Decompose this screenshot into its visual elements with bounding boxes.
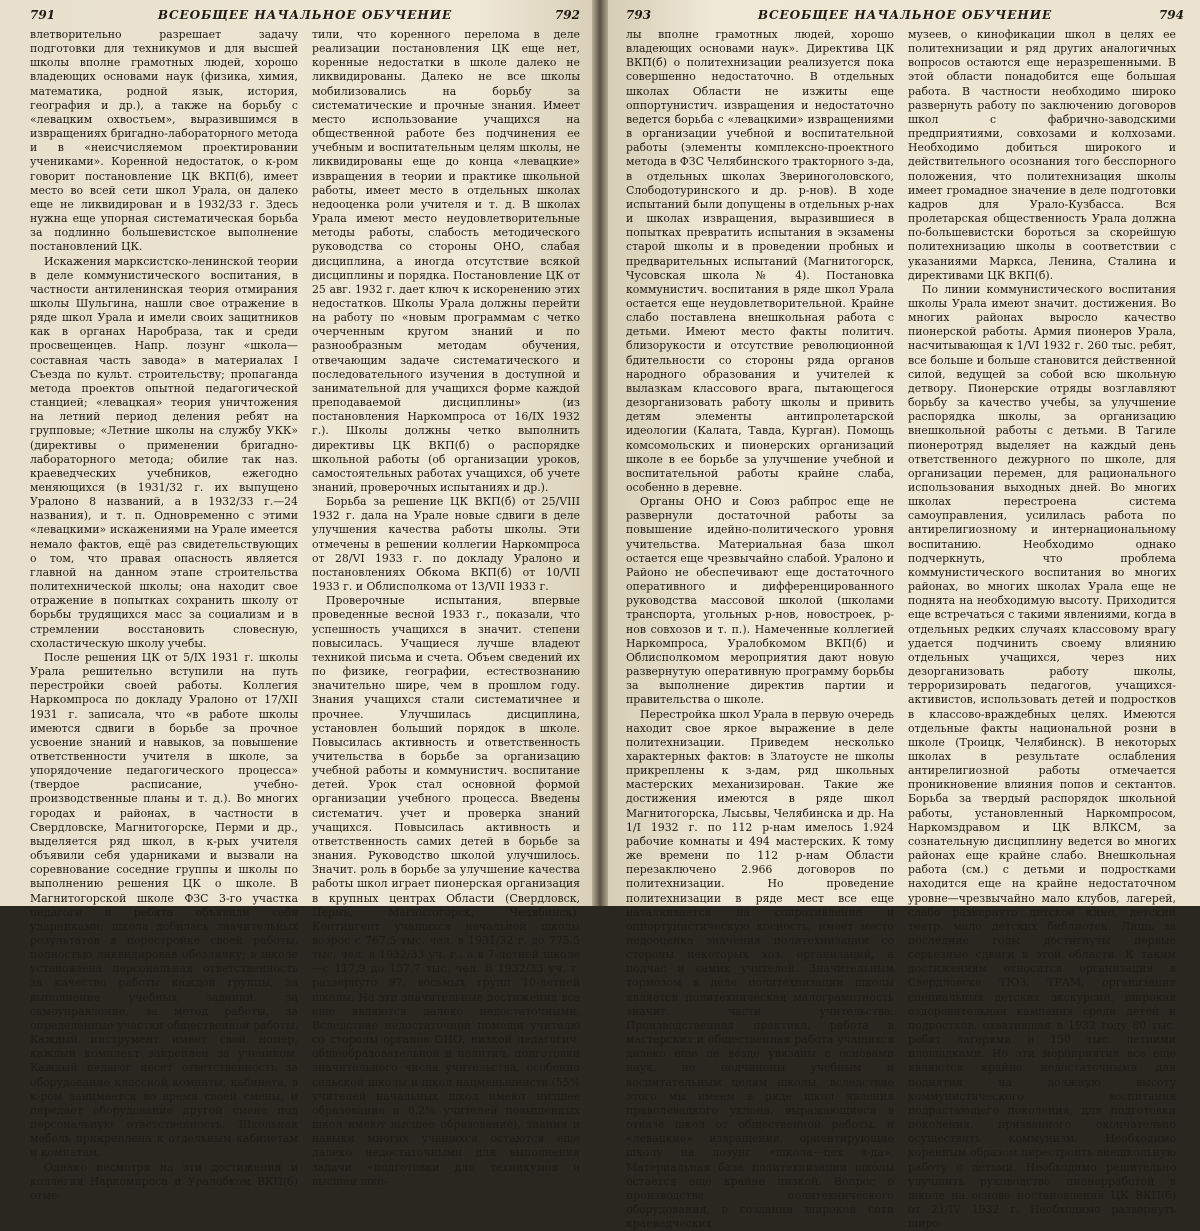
text-column [626,28,894,898]
running-title: ВСЕОБЩЕЕ НАЧАЛЬНОЕ ОБУЧЕНИЕ [30,8,580,22]
running-title: ВСЕОБЩЕЕ НАЧАЛЬНОЕ ОБУЧЕНИЕ [626,8,1184,22]
book-gutter [592,0,608,906]
paragraph: По линии коммунистического воспитания школы Урала имеют значит. достижения. Во многих районах выросло качество пионерской работы. Армия пионеров Урала, насчитывающая к 1/VI 1932 г. 260 тыс. ребят, все больше и больше становится действенной силой, ведущей за собой всю школьную детвору. Пионерские отряды возглавляют борьбу за качество учебы, за улучшение распорядка школы, за организацию внешкольной работы с детьми. В Тагиле пионеротряд выделяет на каждый день ответственного дежурного по школе, для организации перемен, для рационального использования выходных дней. Во многих школах перестроена система самоуправления, усилилась работа по антирелигиозному и интернациональному воспитанию. Необходимо однако подчеркнуть, что проблема коммунистического воспитания во многих районах, во многих школах Урала еще не поднята на необходимую высоту. Приходится еще встречаться с такими явлениями, когда в отдельных редких случаях классовому врагу удается подчинить своему влиянию отдельных учащихся, через них дезорганизовать работу школы, терроризировать педагогов, учащихся-активистов, использовать детей и подростков в классово-враждебных целях. Имеются отдельные факты национальной розни в школе (Троицк, Челябинск). В некоторых школах в результате ослабления антирелигиозной работы отмечается проникновение влияния попов и сектантов. Борьба за твердый распорядок школьной работы, установленный Наркомпросом, Наркомздравом и ЦК ВЛКСМ, за сознательную дисциплину ведется во многих районах еще крайне слабо. Внешкольная работа (см.) с детьми и подростками находится еще на крайне недостаточном уровне—чрезвычайно мало клубов, лагерей, слабо развернуто детское кино, детский театр, мало детских библиотек. Лишь за последние годы достигнуты первые серьезные сдвиги в этой области. К таким достижениям относится организация в Свердловске ТЮЗ, ТРАМ, организация специальных детских экскурсий, широкая оздоровительная кампания среди детей и подростков, охватившая в 1932 году 80 тыс. ребят лагерями и 150 тыс. летними площадками. Но эти мероприятия все еще являются крайне недостаточными для поднятия на должную высоту коммунистического воспитания подрастающего поколения, для подготовки поколения, призванного окончательно осуществить коммунизм. Необходимо коренным образом перестроить внешкольную работу с детьми. Необходимо решительно улучшить руководство пионерработой в школе на основе постановления ЦК ВКП(б) от 21/IV 1932 г. Необходимо развернуть широ- [908,283,1176,1231]
running-head [30,8,580,28]
text-column [30,28,298,898]
paragraph: тили, что коренного перелома в деле реализации постановления ЦК еще нет, коренные недостатки в школе далеко не ликвидированы. Далеко не все школы мобилизовались на борьбу за систематические и прочные знания. Имеет место использование учащихся на общественной работе без подчинения ее учебным и воспитательным целям школы, не ликвидированы еще до конца «левацкие» извращения в теории и практике школьной работы, имеет место в отдельных школах недооценка роли учителя и т. д. В школах Урала имеют место неудовлетворительные методы работы, слабость методического руководства со стороны ОНО, слабая дисциплина, а иногда отсутствие всякой дисциплины и порядка. Постановление ЦК от 25 авг. 1932 г. дает ключ к искоренению этих недостатков. Школы Урала должны перейти на работу по «новым программам с четко очерченным кругом знаний и по разнообразным методам обучения, отвечающим задаче систематического и последовательного изучения в доступной и занимательной для учащихся форме каждой преподаваемой дисциплины» (из постановления Наркомпроса от 16/IX 1932 г.). Школы должны четко выполнить директивы ЦК ВКП(б) о распорядке школьной работы (об организации уроков, самостоятельных работах учащихся, об учете знаний, проверочных испытаниях и др.). [312,28,580,495]
paragraph: Искажения марксистско-ленинской теории в деле коммунистического воспитания, в частности антиленинская теория отмирания школы Шульгина, нашли свое отражение в ряде школ Урала и имели своих защитников как в органах Наробраза, так и среди просвещенцев. Напр. лозунг «школа—составная часть завода» в материалах I Съезда по культ. строительству; пропаганда метода проектов опытной педагогической станцией; «левацкая» теория уничтожения на летний период деления ребят на групповые; «Летние школы на службу УКК» (директивы о применении бригадно-лабораторного метода; обилие так наз. краеведческих учебников, ежегодно меняющихся (в 1931/32 г. их выпущено Уралоно 8 названий, а в 1932/33 г.—24 названия), и т. п. Одновременно с этими «левацкими» искажениями на Урале имеется немало фактов, ещё раз свидетельствующих о том, что правая опасность является главной на данном этапе строительства политехнической школы; она находит свое отражение в попытках сохранить школу от борьбы трудящихся масс за социализм и в стремлении восстановить словесную, схоластическую школу учебы. [30,255,298,651]
paragraph: Органы ОНО и Союз рабпрос еще не развернули достаточной работы за повышение идейно-политического уровня учительства. Материальная база школ остается еще чрезвычайно слабой. Уралоно и Районо не обеспечивают еще достаточного оперативного и дифференцированного руководства массовой школой (школами транспорта, угольных р-нов, новостроек, р-нов совхозов и т. п.). Намеченные коллегией Наркомпроса, Уралобкомом ВКП(б) и Облисполкомом мероприятия дают новую развернутую оперативную программу борьбы за выполнение директив партии и правительства о школе. [626,495,894,707]
page-number: 793 [626,8,651,22]
running-head [626,8,1184,28]
paragraph: Перестройка школ Урала в первую очередь находит свое яркое выражение в деле политехнизации. Приведем несколько характерных фактов: в Златоусте не школы прикреплены к з-дам, ряд школьных мастерских механизирован. Такие же достижения имеются в ряде школ Магнитогорска, Лысьвы, Челябинска и др. На 1/I 1932 г. по 112 р-нам имелось 1.924 рабочие комнаты и 494 мастерских. К тому же времени по 112 р-нам Области перезаключено 2.966 договоров по политехнизации. Но проведение политехнизации в ряде мест все еще наталкивается на сопротивление и оппортунистическую косность; имеет место недооценка значения политехнизации со стороны некоторых хоз. организаций, а подчас и самих учителей. Значительным тормозом в деле политехнизации школы является политехническая малограмотность значит. части учительства. Производственная практика, работа в мастерских и общественная работа учащихся далеко еще не везде увязаны с основами наук, не подчинены учебным и воспитательным целям школы, вследствие этого мы имеем в ряде школ явления праволевацкого уклона, выражающиеся в отказе школ от общественной работы, и «левацкие» извращения, ориентирующие школу на лозунг «школа—цех з-да». Материальная база политехнизации школы остается еще крайне низкой. Вопрос о производстве политехнического оборудования, о создании широкой сети краеведческих [626,708,894,1231]
text-column [312,28,580,898]
left-page [0,0,596,906]
paragraph: Однако несмотря на эти достижения и коллегия Наркомпроса и Уралобком ВКП(б) отме- [30,1161,298,1203]
paragraph: музеев, о кинофикации школ в целях ее политехнизации и ряд других аналогичных вопросов остаются еще неразрешенными. В этой области понадобится еще большая работа. В частности необходимо широко развернуть работу по заключению договоров школ с фабрично-заводскими предприятиями, совхозами и колхозами. Необходимо добиться широкого и действительного осознания того бесспорного положения, что политехнизация школы имеет громадное значение в деле подготовки кадров для Урало-Кузбасса. Вся пролетарская общественность Урала должна по-большевистски бороться за скорейшую политехнизацию школы в соответствии с указаниями Маркса, Ленина, Сталина и директивами ЦК ВКП(б). [908,28,1176,283]
right-page [604,0,1200,906]
text-column [908,28,1176,898]
page-number: 792 [555,8,580,22]
paragraph: После решения ЦК от 5/IX 1931 г. школы Урала решительно вступили на путь перестройки своей работы. Коллегия Наркомпроса по докладу Уралоно от 17/XII 1931 г. записала, что «в работе школы имеются сдвиги в борьбе за прочное усвоение знаний и навыков, за повышение ответственности учителя в школе, за упорядочение педагогического процесса» (твердое расписание, учебно-производственные планы и т. д.). Во многих городах и районах, в частности в Свердловске, Магнитогорске, Перми и др., выделяется ряд школ, в к-рых учителя объявили себя ударниками и вызвали на соревнование соседние группы и школы по выполнению решения ЦК о школе. В Магнитогорской школе ФЗС 3-го участка педагоги и ребята объявили себя ударниками; школа добилась значительных результатов в перестройке своей работы, полностью ликвидировав обезличку; в школе установлена персональная ответственность за качество работы каждой группы, за выполнение учебных заданий, за самоуправление, за метод работы, за определенные участки общественной работы. Каждый инструмент имеет свой номер, каждый комплект закреплен за учеником. Каждый педагог несет ответственность за оборудование классной комнаты, кабинета, в к-ром занимается во время своей смены, и передает оборудование другой смене под персональную ответственность. Школьная мебель прикреплена к отдельным кабинетам и комнатам. [30,651,298,1161]
paragraph: Проверочные испытания, впервые проведенные весной 1933 г., показали, что успешность учащихся в значит. степени повысилась. Учащиеся лучше владеют техникой письма и счета. Объем сведений их по физике, географии, естествознанию значительно шире, чем в прошлом году. Знания учащихся стали систематичнее и прочнее. Улучшилась дисциплина, установлен больший порядок в школе. Повысилась активность и ответственность учительства в борьбе за организацию учебной работы и коммунистич. воспитание детей. Урок стал основной формой организации учебного процесса. Введены систематич. учет и проверка знаний учащихся. Повысилась активность и ответственность самих детей в борьбе за знания. Руководство школой улучшилось. Значит. роль в борьбе за улучшение качества работы школ играет пионерская организация в крупных центрах Области (Свердловск, Пермь, Магнитогорск, Челябинск). Контингент учащихся начальной школы возрос с 767,5 тыс. чел. в 1931/32 г. до 775,5 тыс. чел. в 1932/33 уч. г., а в 7-летней школе—с 117,9 до 157,7 тыс. чел. В 1932/33 уч. г. развернуто 97, восьмых групп 10-летней школы. Но эти значительные достижения все еще являются далеко недостаточными. Вследствие недостаточной помощи учителю со стороны органов ОНО, низкой педагогич. общеобразовательной и политич. подготовки значительного числа учительства, особенно сельской школы и школ нацменьшинств (55% учителей начальных школ имеют низшее образование и 8,2% учителей повышенных школ имеют высшее образование), знания и навыки многих учащихся остаются еще далеко недостаточными для выполнения задачи «подготовки для техникумов и высшей шко- [312,594,580,1189]
page-number: 794 [1159,8,1184,22]
page-number: 791 [30,8,55,22]
paragraph: лы вполне грамотных людей, хорошо владеющих основами наук». Директива ЦК ВКП(б) о политехнизации реализуется пока совершенно недостаточно. В отдельных школах Области не изжиты еще оппортунистич. извращения и недостаточно ведется борьба с «левацкими» извращениями в организации учебной и воспитательной работы (элементы комплексно-проектного метода в ФЗС Челябинского тракторного з-да, в отдельных школах Звериноголовского, Слободотуринского и др. р-нов). В ходе испытаний были допущены в отдельных р-нах и школах извращения, выразившиеся в попытках превратить испытания в экзамены старой школы и в проведении пробных и предварительных испытаний (Магнитогорск, Чусовская школа № 4). Постановка коммунистич. воспитания в ряде школ Урала остается еще неудовлетворительной. Крайне слабо поставлена внешкольная работа с детьми. Имеют место факты политич. близорукости и отсутствие революционной бдительности со стороны ряда органов народного образования и учителей к вылазкам классового врага, пытающегося дезорганизовать работу школы и привить детям элементы антипролетарской идеологии (Калата, Тавда, Курган). Помощь комсомольских и пионерских организаций школе в ее борьбе за улучшение учебной и воспитательной работы крайне слаба, особенно в деревне. [626,28,894,495]
paragraph: влетворительно разрешает задачу подготовки для техникумов и для высшей школы вполне грамотных людей, хорошо владеющих основами наук (физика, химия, математика, родной язык, история, география и др.), а также на борьбу с «левацким охвостьем», выразившимся в извращениях бригадно-лабораторного метода и в «неисчисляемом проектировании учениками». Коренной недостаток, о к-ром говорит постановление ЦК ВКП(б), имеет место во всей сети школ Урала, он далеко еще не ликвидирован и в 1932/33 г. Здесь нужна еще упорная систематическая борьба за подлинно большевистское выполнение постановлений ЦК. [30,28,298,255]
paragraph: Борьба за решение ЦК ВКП(б) от 25/VIII 1932 г. дала на Урале новые сдвиги в деле улучшения качества работы школы. Эти отмечены в решении коллегии Наркомпроса от 28/VI 1933 г. по докладу Уралоно и постановлениях Обкома ВКП(б) от 10/VII 1933 г. и Облисполкома от 13/VII 1933 г. [312,495,580,594]
